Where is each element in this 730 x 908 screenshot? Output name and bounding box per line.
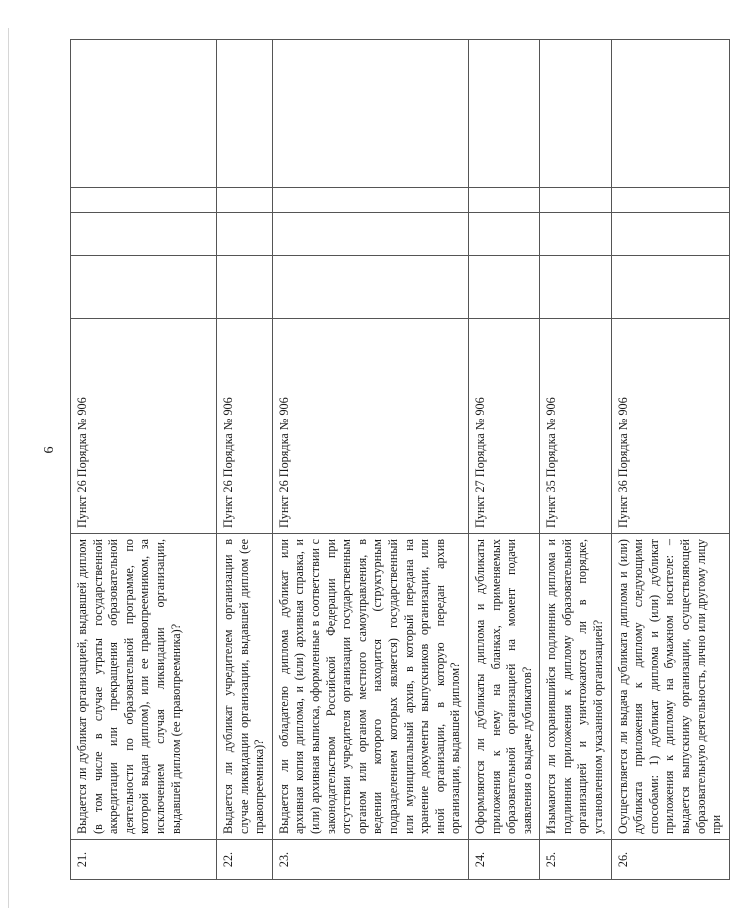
row-number: 21. <box>71 840 217 880</box>
empty-cell <box>468 188 539 213</box>
empty-cell <box>71 256 217 319</box>
question-text: Осуществляется ли выдача дубликата диплома и (или) дубликата приложения к диплому следующими способами: 1) дубликат диплома и (или) дубликат приложения к диплому на бумажном носителе: – выдается выпускнику организации, осуществляющей образовательную деятельность, лично или другому лицу при <box>611 534 729 840</box>
empty-cell <box>468 256 539 319</box>
table-row <box>71 40 217 880</box>
empty-cell <box>611 256 729 319</box>
legal-reference: Пункт 36 Порядка № 906 <box>611 319 729 534</box>
question-text: Оформляются ли дубликаты диплома и дубликаты приложения к нему на бланках, применяемых образовательной организацией на момент подачи заявления о выдаче дубликатов? <box>468 534 539 840</box>
empty-cell <box>272 188 468 213</box>
legal-reference: Пункт 26 Порядка № 906 <box>217 319 273 534</box>
empty-cell <box>468 40 539 188</box>
empty-cell <box>540 256 611 319</box>
question-text: Выдается ли дубликат учредителем организации в случае ликвидации организации, выдавшей диплом (ее правопреемника)? <box>217 534 273 840</box>
legal-reference: Пункт 35 Порядка № 906 <box>540 319 611 534</box>
rotated-page-content <box>70 40 724 880</box>
empty-cell <box>540 40 611 188</box>
table-row <box>217 40 273 880</box>
page-number: 6 <box>42 446 57 454</box>
empty-cell <box>611 188 729 213</box>
empty-cell <box>611 40 729 188</box>
question-text: Выдается ли дубликат организацией, выдавшей диплом (в том числе в случае утраты государственной аккредитации или прекращения образовательной деятельности по образовательной программе, по которой выдан диплом), или ее правопреемником, за исключением случая ликвидации организации, выдавшей диплом (ее правопреемника)? <box>71 534 217 840</box>
empty-cell <box>71 188 217 213</box>
empty-cell <box>217 40 273 188</box>
empty-cell <box>272 256 468 319</box>
legal-reference: Пункт 26 Порядка № 906 <box>272 319 468 534</box>
empty-cell <box>540 213 611 256</box>
row-number: 23. <box>272 840 468 880</box>
empty-cell <box>611 213 729 256</box>
scan-edge-line <box>8 28 9 908</box>
row-number: 24. <box>468 840 539 880</box>
empty-cell <box>217 188 273 213</box>
legal-reference: Пункт 27 Порядка № 906 <box>468 319 539 534</box>
empty-cell <box>468 213 539 256</box>
empty-cell <box>71 213 217 256</box>
empty-cell <box>217 213 273 256</box>
empty-cell <box>272 213 468 256</box>
empty-cell <box>272 40 468 188</box>
legal-reference: Пункт 26 Порядка № 906 <box>71 319 217 534</box>
empty-cell <box>71 40 217 188</box>
table-row <box>272 40 468 880</box>
empty-cell <box>540 188 611 213</box>
checklist-table <box>70 39 730 880</box>
table-row <box>540 40 611 880</box>
question-text: Выдается ли обладателю диплома дубликат или архивная копия диплома, и (или) архивная справка, и (или) архивная выписка, оформленные в соответствии с законодательством Российской Федерации при отсутствии учредителя организации государственным органом или органом местного самоуправления, в ведении которого находится (структурным подразделением которых является) государственный или муниципальный архив, в который передана на хранение документы выпускников организации, или иной организации, в которую передан архив организации, выдавшей диплом? <box>272 534 468 840</box>
question-text: Изымаются ли сохранившийся подлинник диплома и подлинник приложения к диплому образовательной организацией и уничтожаются ли в порядке, установленном указанной организацией? <box>540 534 611 840</box>
empty-cell <box>217 256 273 319</box>
table-row <box>611 40 729 880</box>
row-number: 26. <box>611 840 729 880</box>
table-row <box>468 40 539 880</box>
row-number: 22. <box>217 840 273 880</box>
row-number: 25. <box>540 840 611 880</box>
